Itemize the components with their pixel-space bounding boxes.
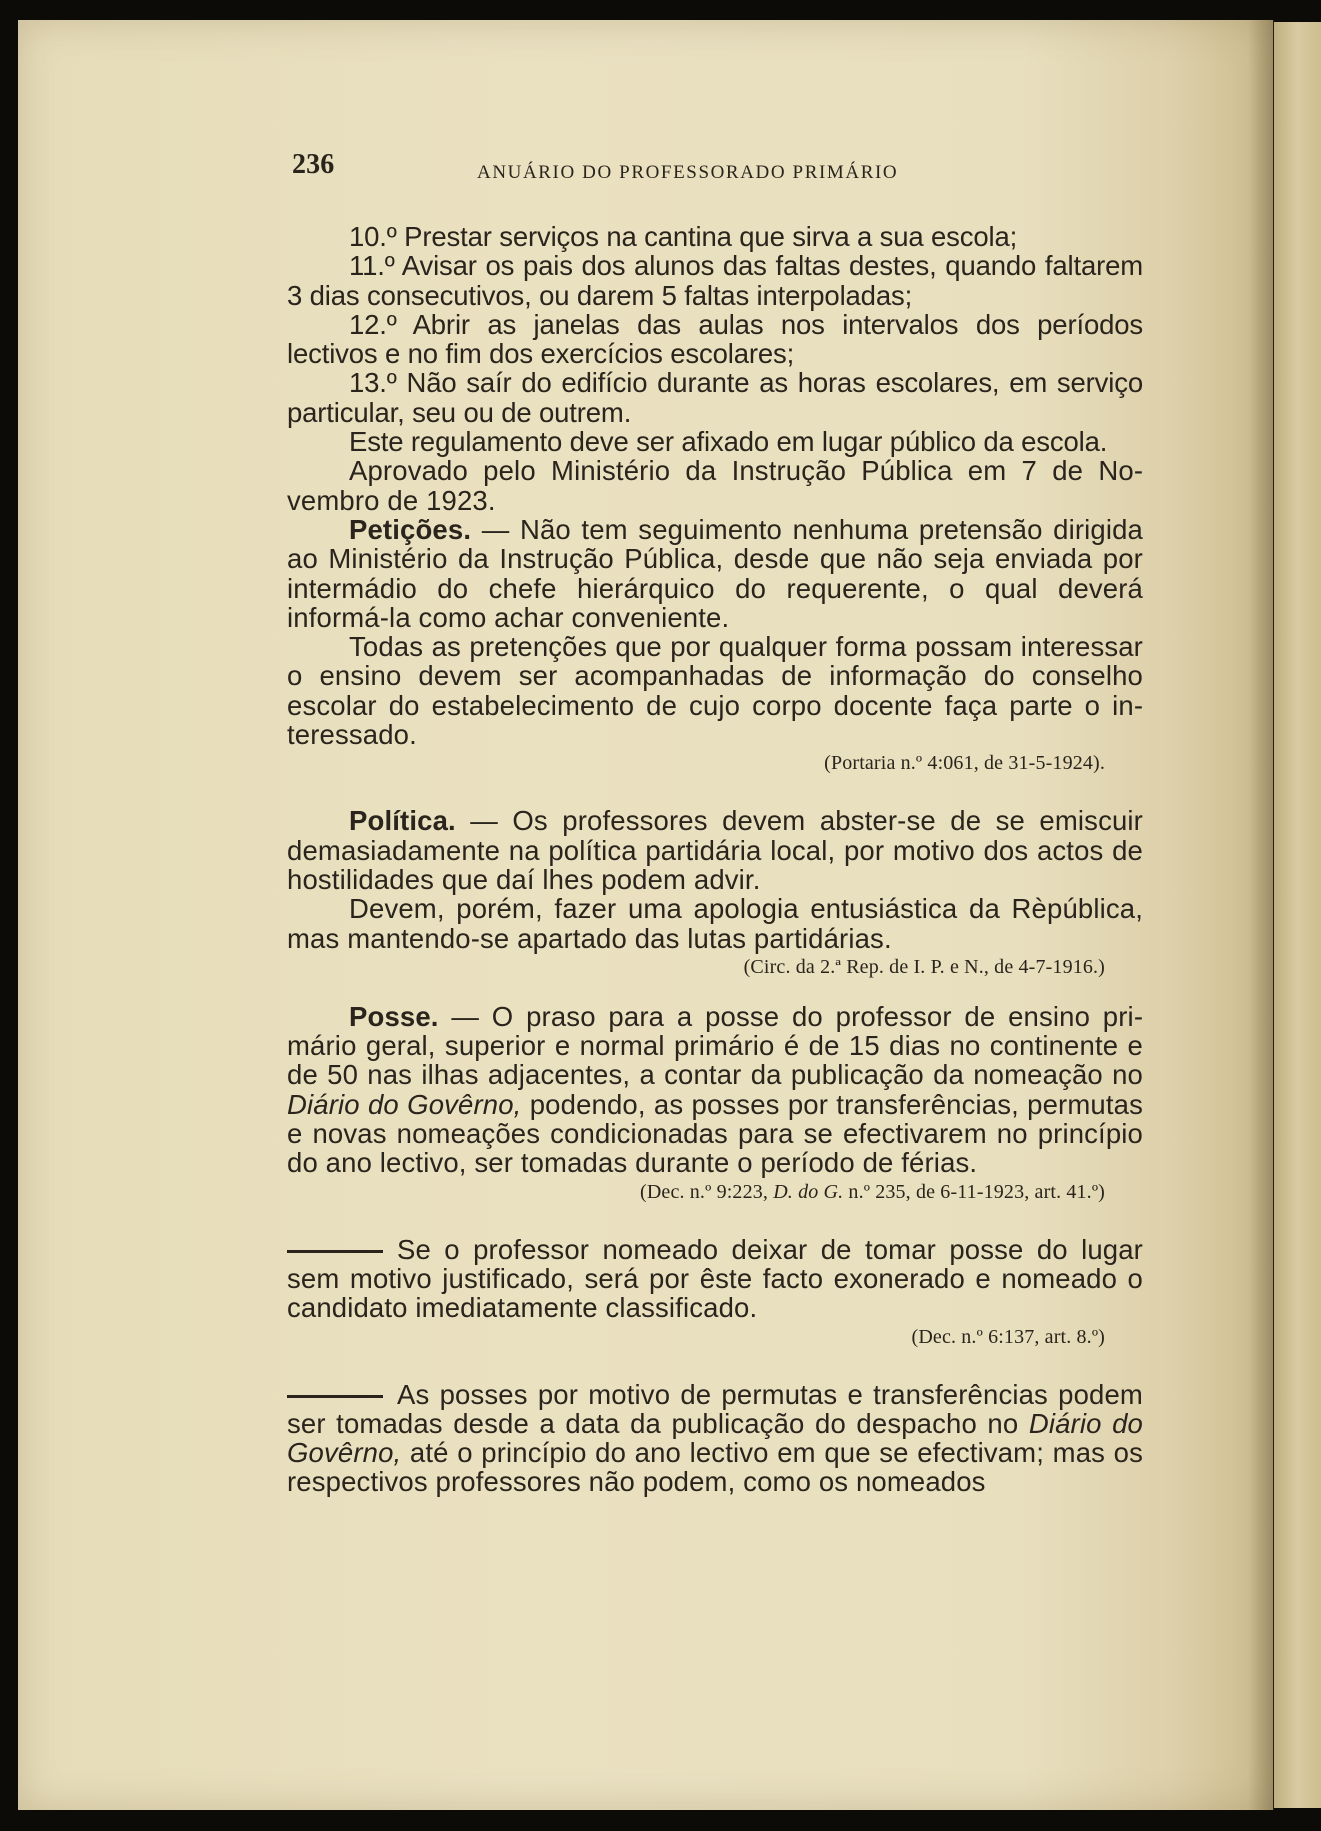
- decree-1-part-b: n.º 235, de 6-11-1923, art. 41.º): [843, 1180, 1105, 1203]
- list-item: 10.º Prestar serviços na cantina que sirva a sua escola;: [349, 221, 1018, 252]
- continuation-dash: [287, 1395, 383, 1398]
- list-item: 12.º Abrir as janelas das aulas nos intervalos dos períodos lectivos e no fim dos exercícios escolares;: [287, 308, 1143, 370]
- nomeado-text: Se o professor nomeado deixar de tomar posse do lugar sem motivo justificado, será por êste facto exonerado e nomeado o candidato imediatamente classificado.: [287, 1233, 1143, 1324]
- paragraph-posse: [287, 1002, 1143, 1178]
- source-citation-portaria: (Portaria n.º 4:061, de 31-5-1924).: [824, 752, 1105, 775]
- page-text: [287, 150, 1143, 1497]
- section-heading-posse: Posse.: [349, 1000, 439, 1032]
- paragraph-regulamento: Este regulamento deve ser afixado em lugar público da escola.: [349, 426, 1108, 458]
- decree-1-part-a: (Dec. n.º 9:223,: [640, 1180, 774, 1203]
- paragraph-nomeado: [287, 1235, 1143, 1323]
- list-item: 13.º Não saír do edifício durante as horas escolares, em serviço particular, seu ou de outrem.: [287, 367, 1143, 428]
- source-citation-decree-2: (Dec. n.º 6:137, art. 8.º): [911, 1325, 1105, 1348]
- peticoes-text: — Não tem seguimento nenhuma pretensão dirigida ao Ministério da Instrução Pública, desde que não seja enviada por intermádio do chefe hierárquico do requerente, o qual deverá informá-la como achar conveniente.: [287, 513, 1143, 633]
- section-heading-politica: Política.: [349, 805, 456, 837]
- page-number: 236: [292, 149, 335, 180]
- source-citation-decree-1: [287, 1178, 1143, 1207]
- paragraph-permutas: [287, 1380, 1143, 1497]
- facing-page-edge: [1274, 22, 1321, 1808]
- continuation-dash: [287, 1250, 383, 1253]
- paragraph-devem: Devem, porém, fazer uma apologia entusiástica da Rèpública, mas mantendo-se apartado das lutas partidárias.: [287, 893, 1143, 954]
- section-heading-peticoes: Petições.: [349, 513, 472, 545]
- paragraph-pretencoes: Todas as pretenções que por qualquer forma possam interessar o ensino devem ser acompanhadas de informação do conselho escolar do estabelecimento de cujo corpo docente faça parte o interessado.: [287, 631, 1143, 751]
- paragraph-politica: [287, 806, 1143, 894]
- page-header: [287, 150, 1143, 186]
- running-title: ANUÁRIO DO PROFESSORADO PRIMÁRIO: [477, 162, 899, 183]
- spine-shadow: [1248, 20, 1274, 1810]
- politica-text: — Os professores devem abster-se de se emiscuir demasiadamente na política partidária local, por motivo dos actos de hostilidades que daí lhes podem advir.: [287, 805, 1143, 895]
- source-citation-circular: (Circ. da 2.ª Rep. de I. P. e N., de 4-7-1916.): [743, 955, 1105, 978]
- decree-1-italic: D. do G.: [773, 1180, 844, 1203]
- permutas-italic-title: Diário do Govêrno,: [287, 1407, 1143, 1469]
- permutas-text-2: até o princípio do ano lectivo em que se efectivam; mas os respectivos professores não podem, como os nomeados: [287, 1437, 1143, 1498]
- posse-italic-title: Diário do Govêrno,: [287, 1088, 522, 1120]
- posse-text-2: podendo, as posses por transferências, permutas e novas nomeações condicionadas para se efectivarem no princípio do ano lectivo, ser tomadas durante o período de férias.: [287, 1088, 1143, 1179]
- paragraph-aprovado: Aprovado pelo Ministério da Instrução Pública em 7 de Novembro de 1923.: [287, 455, 1143, 516]
- list-item: 11.º Avisar os pais dos alunos das faltas destes, quando faltarem 3 dias consecutivos, ou darem 5 faltas interpoladas;: [287, 250, 1143, 311]
- posse-text-1: — O praso para a posse do professor de ensino primário geral, superior e normal primário é de 15 dias no continente e de 50 nas ilhas adjacentes, a contar da publicação da nomeação no: [287, 1000, 1143, 1091]
- permutas-text-1: As posses por motivo de permutas e transferências podem ser tomadas desde a data da publicação do despacho no: [287, 1378, 1143, 1439]
- paragraph-peticoes: [287, 515, 1143, 632]
